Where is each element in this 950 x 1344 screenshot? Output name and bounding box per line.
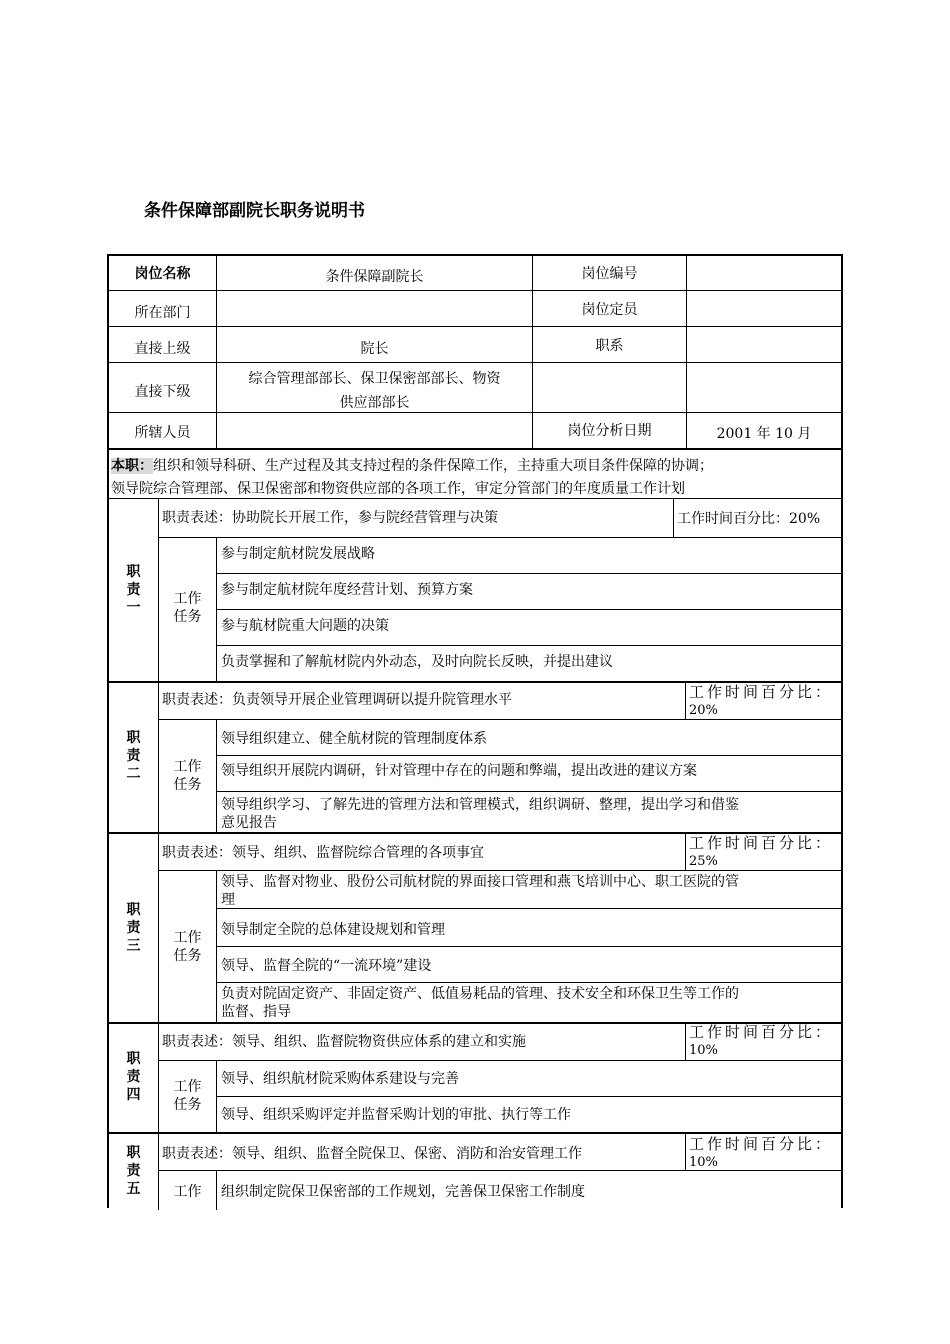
subordinate-label: 直接下级 xyxy=(134,384,191,400)
duty2-time-percent-label: 工作时间百分比： xyxy=(689,683,834,701)
duty2-task-3-cont: 意见报告 xyxy=(221,815,277,831)
duty3-task-1: 领导、监督对物业、股份公司航材院的界面接口管理和燕飞培训中心、职工医院的管 xyxy=(221,874,739,890)
duty3-task-4-cont: 监督、指导 xyxy=(221,1004,291,1020)
post-no-label: 岗位编号 xyxy=(581,266,638,282)
superior-value: 院长 xyxy=(360,341,389,357)
duty-summary-label: 本职： xyxy=(111,458,153,474)
post-name-value: 条件保障副院长 xyxy=(325,269,424,285)
staff-label: 所辖人员 xyxy=(134,425,191,441)
duty2-task-label: 工作 任务 xyxy=(173,759,202,793)
quota-label: 岗位定员 xyxy=(581,302,638,318)
duty5-label: 职 责 五 xyxy=(126,1145,141,1197)
job-description-table xyxy=(107,254,843,1208)
duty5-description: 职责表述：领导、组织、监督全院保卫、保密、消防和治安管理工作 xyxy=(162,1146,582,1162)
series-label: 职系 xyxy=(595,338,624,354)
duty3-label: 职 责 三 xyxy=(126,902,141,954)
duty3-time-percent-value: 25% xyxy=(689,854,718,869)
duty3-task-label: 工作 任务 xyxy=(173,930,202,964)
duty2-task-3: 领导组织学习、了解先进的管理方法和管理模式，组织调研、整理，提出学习和借鉴 xyxy=(221,797,739,813)
superior-label: 直接上级 xyxy=(134,341,191,357)
duty1-time-percent: 工作时间百分比：20% xyxy=(677,511,821,527)
duty2-time-percent-value: 20% xyxy=(689,703,718,718)
duty4-task-label: 工作 任务 xyxy=(173,1079,202,1113)
duty1-label: 职 责 一 xyxy=(126,564,141,616)
subordinate-value-line1: 综合管理部部长、保卫保密部部长、物资 xyxy=(248,371,501,387)
duty3-task-1-cont: 理 xyxy=(221,892,235,908)
duty1-task-2: 参与制定航材院年度经营计划、预算方案 xyxy=(221,582,473,598)
duty3-time-percent-label: 工作时间百分比： xyxy=(689,834,834,852)
duty1-task-4: 负责掌握和了解航材院内外动态，及时向院长反映，并提出建议 xyxy=(221,654,613,670)
duty5-time-percent-value: 10% xyxy=(689,1155,718,1170)
duty3-description: 职责表述：领导、组织、监督院综合管理的各项事宜 xyxy=(162,845,484,861)
duty4-description: 职责表述：领导、组织、监督院物资供应体系的建立和实施 xyxy=(162,1034,526,1050)
duty1-task-label: 工作 任务 xyxy=(173,591,202,625)
duty-summary-line2: 领导院综合管理部、保卫保密部和物资供应部的各项工作，审定分管部门的年度质量工作计划 xyxy=(111,481,685,497)
date-label: 岗位分析日期 xyxy=(567,423,652,439)
duty1-task-1: 参与制定航材院发展战略 xyxy=(221,546,375,562)
document-title: 条件保障部副院长职务说明书 xyxy=(144,201,365,221)
duty3-task-4: 负责对院固定资产、非固定资产、低值易耗品的管理、技术安全和环保卫生等工作的 xyxy=(221,986,739,1002)
dept-label: 所在部门 xyxy=(134,305,191,321)
duty-summary-line1: 本职：组织和领导科研、生产过程及其支持过程的条件保障工作，主持重大项目条件保障的协调； xyxy=(111,458,713,474)
date-value: 2001 年 10 月 xyxy=(716,426,812,442)
duty2-task-1: 领导组织建立、健全航材院的管理制度体系 xyxy=(221,731,487,747)
duty1-description: 职责表述：协助院长开展工作，参与院经营管理与决策 xyxy=(162,510,498,526)
duty5-task-1: 组织制定院保卫保密部的工作规划，完善保卫保密工作制度 xyxy=(221,1184,585,1200)
duty2-label: 职 责 二 xyxy=(126,730,141,782)
duty3-task-3: 领导、监督全院的“一流环境”建设 xyxy=(221,958,432,974)
duty2-description: 职责表述：负责领导开展企业管理调研以提升院管理水平 xyxy=(162,692,512,708)
duty1-task-3: 参与航材院重大问题的决策 xyxy=(221,618,389,634)
subordinate-value-line2: 供应部部长 xyxy=(339,395,410,411)
post-name-label: 岗位名称 xyxy=(134,266,191,282)
duty5-task-label: 工作 xyxy=(173,1184,202,1200)
duty3-task-2: 领导制定全院的总体建设规划和管理 xyxy=(221,922,445,938)
duty4-task-1: 领导、组织航材院采购体系建设与完善 xyxy=(221,1071,459,1087)
duty4-time-percent-value: 10% xyxy=(689,1043,718,1058)
duty4-label: 职 责 四 xyxy=(126,1051,141,1103)
duty4-time-percent-label: 工作时间百分比： xyxy=(689,1023,834,1041)
duty2-task-2: 领导组织开展院内调研，针对管理中存在的问题和弊端，提出改进的建议方案 xyxy=(221,763,697,779)
duty5-time-percent-label: 工作时间百分比： xyxy=(689,1135,834,1153)
duty4-task-2: 领导、组织采购评定并监督采购计划的审批、执行等工作 xyxy=(221,1107,571,1123)
